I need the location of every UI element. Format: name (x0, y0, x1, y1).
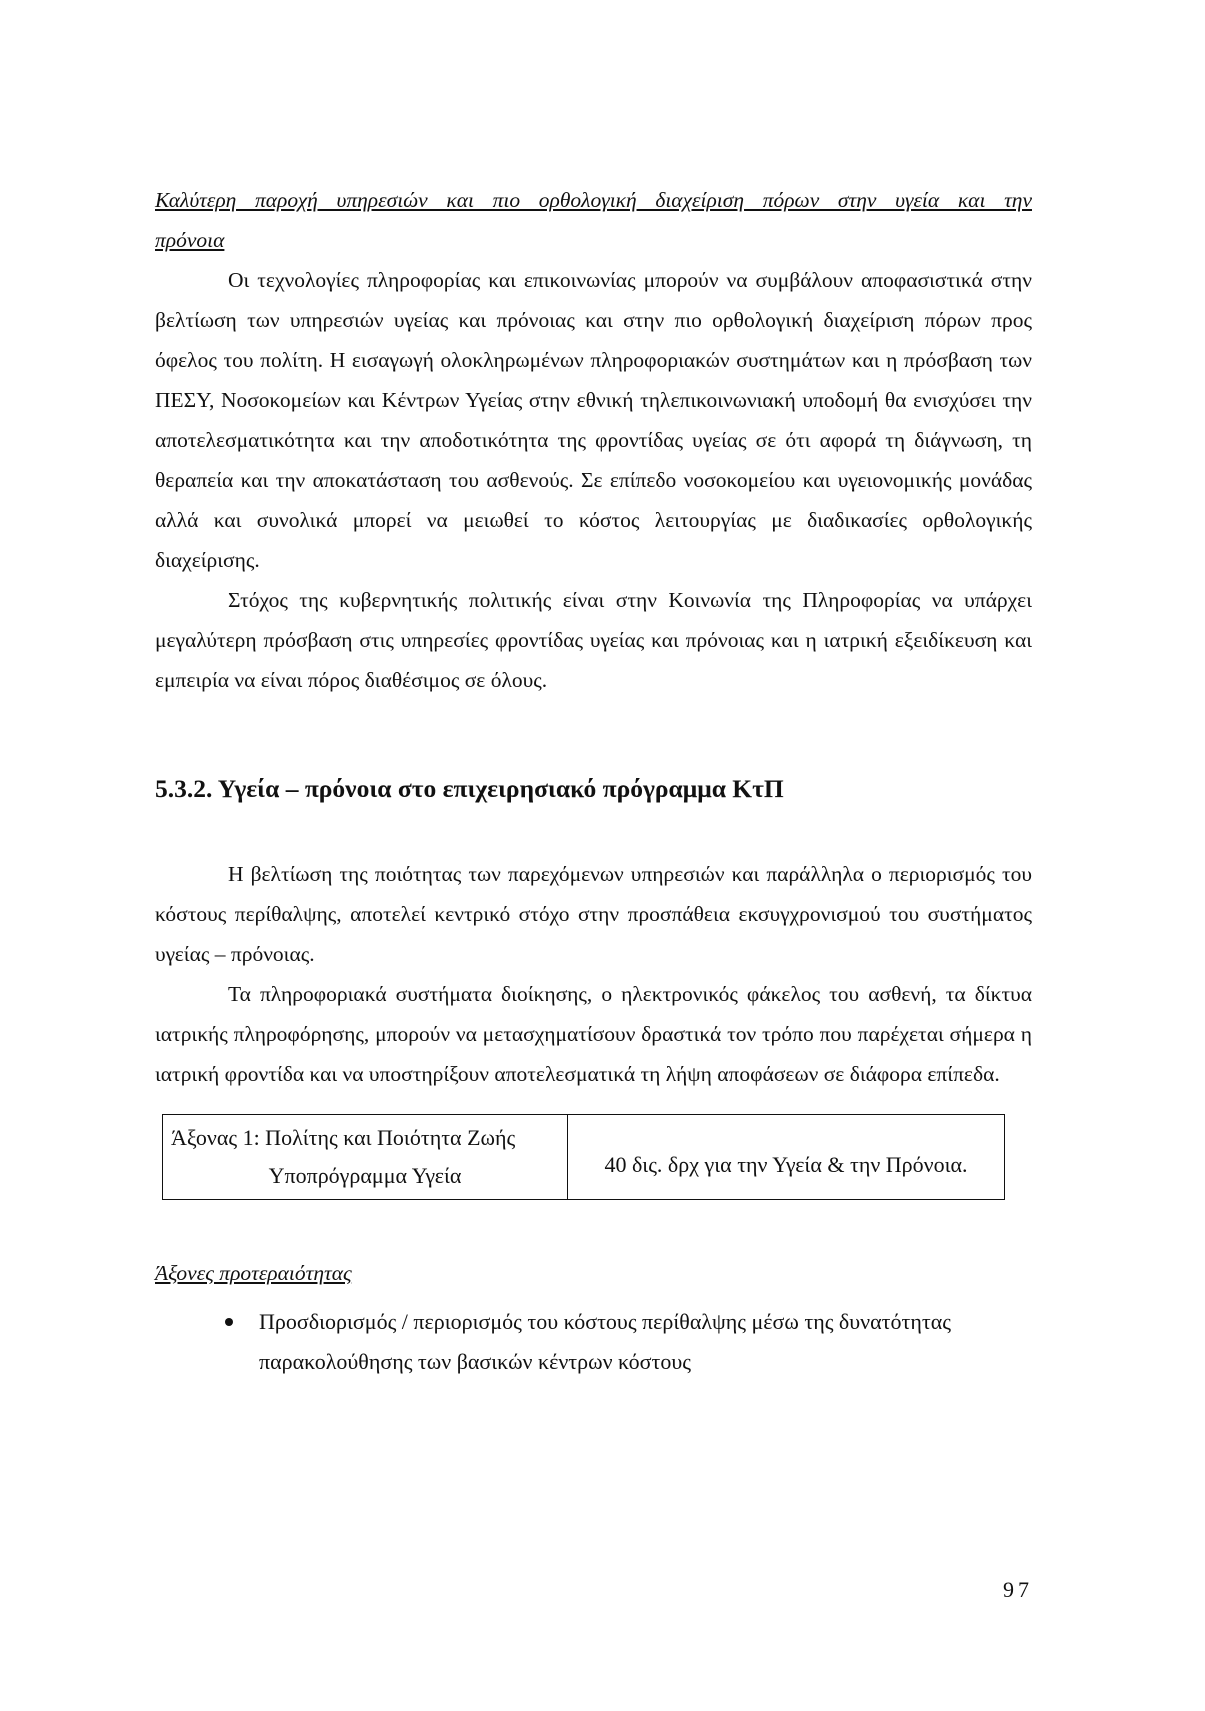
axis-label: Άξονας 1: Πολίτης και Ποιότητα Ζωής (171, 1125, 516, 1150)
priorities-heading: Άξονες προτεραιότητας (155, 1261, 352, 1285)
list-item (155, 1302, 1032, 1382)
priorities-list (155, 1302, 1032, 1382)
budget-table (162, 1114, 1005, 1200)
section-heading-underlined-line-1: Καλύτερη παροχή υπηρεσιών και πιο ορθολογική διαχείριση πόρων στην υγεία και την (155, 188, 1032, 212)
body-paragraph: Η βελτίωση της ποιότητας των παρεχόμενων υπηρεσιών και παράλληλα ο περιορισμός του κόστους περίθαλψης, αποτελεί κεντρικό στόχο στην προσπάθεια εκσυγχρονισμού του συστήματος υγείας – πρόνοιας. (155, 862, 1032, 966)
document-page (155, 180, 1032, 1382)
section-heading-underlined-line-2: πρόνοια (155, 228, 225, 252)
page-number: 97 (1003, 1577, 1033, 1602)
body-paragraph: Τα πληροφοριακά συστήματα διοίκησης, ο ηλεκτρονικός φάκελος του ασθενή, τα δίκτυα ιατρικής πληροφόρησης, μπορούν να μετασχηματίσουν δραστικά τον τρόπο που παρέχεται σήμερα η ιατρική φροντίδα και να υποστηρίξουν αποτελεσματικά τη λήψη αποφάσεων σε διάφορα επίπεδα. (155, 982, 1032, 1086)
table-row (163, 1115, 1005, 1200)
subprogram-label: Υποπρόγραμμα Υγεία (268, 1163, 462, 1188)
bullet-icon (225, 1318, 233, 1326)
list-item-text: Προσδιορισμός / περιορισμός του κόστους περίθαλψης μέσω της δυνατότητας παρακολούθησης των βασικών κέντρων κόστους (259, 1309, 951, 1374)
section-title: 5.3.2. Υγεία – πρόνοια στο επιχειρησιακό πρόγραμμα ΚτΠ (155, 774, 784, 803)
table-cell-axis (163, 1115, 568, 1200)
body-paragraph: Οι τεχνολογίες πληροφορίας και επικοινωνίας μπορούν να συμβάλουν αποφασιστικά στην βελτίωση των υπηρεσιών υγείας και πρόνοιας και στην πιο ορθολογική διαχείριση πόρων προς όφελος του πολίτη. Η εισαγωγή ολοκληρωμένων πληροφοριακών συστημάτων και η πρόσβαση των ΠΕΣΥ, Νοσοκομείων και Κέντρων Υγείας στην εθνική τηλεπικοινωνιακή υποδομή θα ενισχύσει την αποτελεσματικότητα και την αποδοτικότητα της φροντίδας υγείας σε ότι αφορά τη διάγνωση, τη θεραπεία και την αποκατάσταση του ασθενούς. Σε επίπεδο νοσοκομείου και υγειονομικής μονάδας αλλά και συνολικά μπορεί να μειωθεί το κόστος λειτουργίας με διαδικασίες ορθολογικής διαχείρισης. (155, 268, 1032, 572)
table-cell-amount: 40 δις. δρχ για την Υγεία & την Πρόνοια. (568, 1115, 1005, 1200)
body-paragraph: Στόχος της κυβερνητικής πολιτικής είναι στην Κοινωνία της Πληροφορίας να υπάρχει μεγαλύτερη πρόσβαση στις υπηρεσίες φροντίδας υγείας και πρόνοιας και η ιατρική εξειδίκευση και εμπειρία να είναι πόρος διαθέσιμος σε όλους. (155, 588, 1032, 692)
